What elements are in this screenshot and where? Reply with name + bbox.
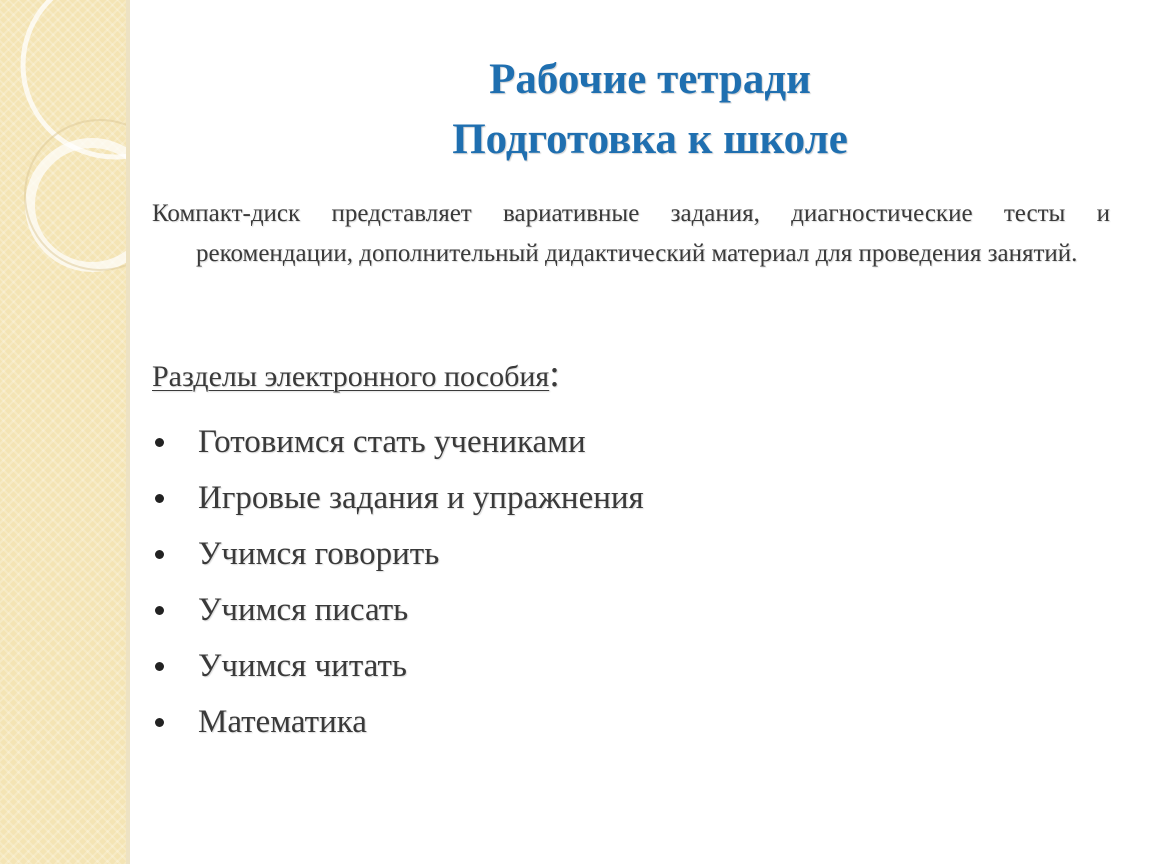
sections-list <box>152 414 644 750</box>
list-item-label: Учимся читать <box>198 647 407 684</box>
bullet-icon <box>155 662 164 671</box>
list-item <box>152 638 644 694</box>
sections-heading-label: Разделы электронного пособия <box>152 360 550 393</box>
list-item-label: Математика <box>198 703 367 740</box>
slide-title: Рабочие тетради <box>489 56 811 103</box>
list-item-label: Готовимся стать учениками <box>198 423 586 460</box>
list-item-label: Учимся писать <box>198 591 409 628</box>
decorative-sidebar <box>0 0 126 864</box>
list-item <box>152 694 644 750</box>
description-text: Компакт-диск представляет вариативные задания, диагностические тесты и рекомендации, дополнительный дидактический материал для проведения занятий. <box>152 200 1110 267</box>
bullet-icon <box>155 550 164 559</box>
slide-subtitle: Подготовка к школе <box>452 116 848 163</box>
list-item <box>152 470 644 526</box>
bullet-icon <box>155 438 164 447</box>
bullet-icon <box>155 494 164 503</box>
sidebar-divider <box>126 0 130 864</box>
list-item-label: Игровые задания и упражнения <box>198 479 644 516</box>
bullet-icon <box>155 606 164 615</box>
decorative-circles <box>0 0 126 864</box>
list-item-label: Учимся говорить <box>198 535 440 572</box>
sections-heading <box>152 352 560 396</box>
list-item <box>152 582 644 638</box>
list-item <box>152 526 644 582</box>
list-item <box>152 414 644 470</box>
bullet-icon <box>155 718 164 727</box>
sections-heading-colon: : <box>549 353 560 395</box>
